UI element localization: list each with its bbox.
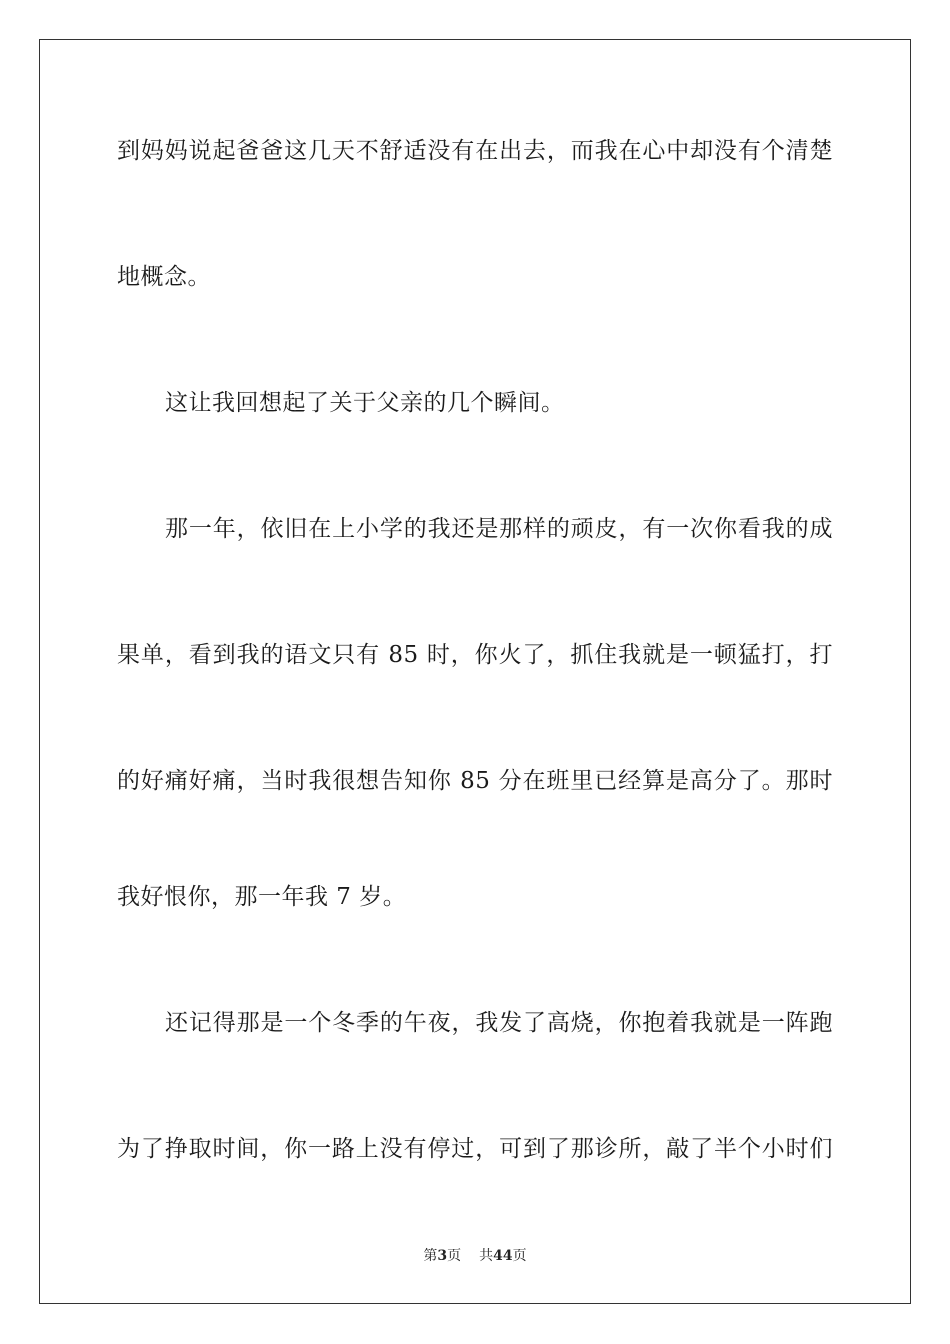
text-line-1: 到妈妈说起爸爸这几天不舒适没有在出去，而我在心中却没有个清楚 [117, 138, 833, 164]
text-line-5: 果单，看到我的语文只有 85 时，你火了，抓住我就是一顿猛打，打 [117, 642, 833, 668]
text-line-7: 我好恨你，那一年我 7 岁。 [117, 884, 407, 910]
total-pages: 44 [493, 1248, 513, 1264]
text-line-8: 还记得那是一个冬季的午夜，我发了高烧，你抱着我就是一阵跑 [165, 1010, 833, 1036]
page-footer [0, 1246, 950, 1266]
text-line-2: 地概念。 [117, 264, 211, 290]
text-line-9: 为了挣取时间，你一路上没有停过，可到了那诊所，敲了半个小时们 [117, 1136, 833, 1162]
text-line-6: 的好痛好痛，当时我很想告知你 85 分在班里已经算是高分了。那时 [117, 768, 833, 794]
page-prefix: 第 [423, 1248, 438, 1264]
page-frame [39, 39, 911, 1304]
total-suffix: 页 [512, 1248, 527, 1264]
page-suffix: 页 [447, 1248, 462, 1264]
text-line-4: 那一年，依旧在上小学的我还是那样的顽皮，有一次你看我的成 [165, 516, 833, 542]
total-prefix: 共 [479, 1248, 494, 1264]
page-number: 3 [437, 1248, 448, 1264]
text-line-3: 这让我回想起了关于父亲的几个瞬间。 [165, 390, 565, 416]
